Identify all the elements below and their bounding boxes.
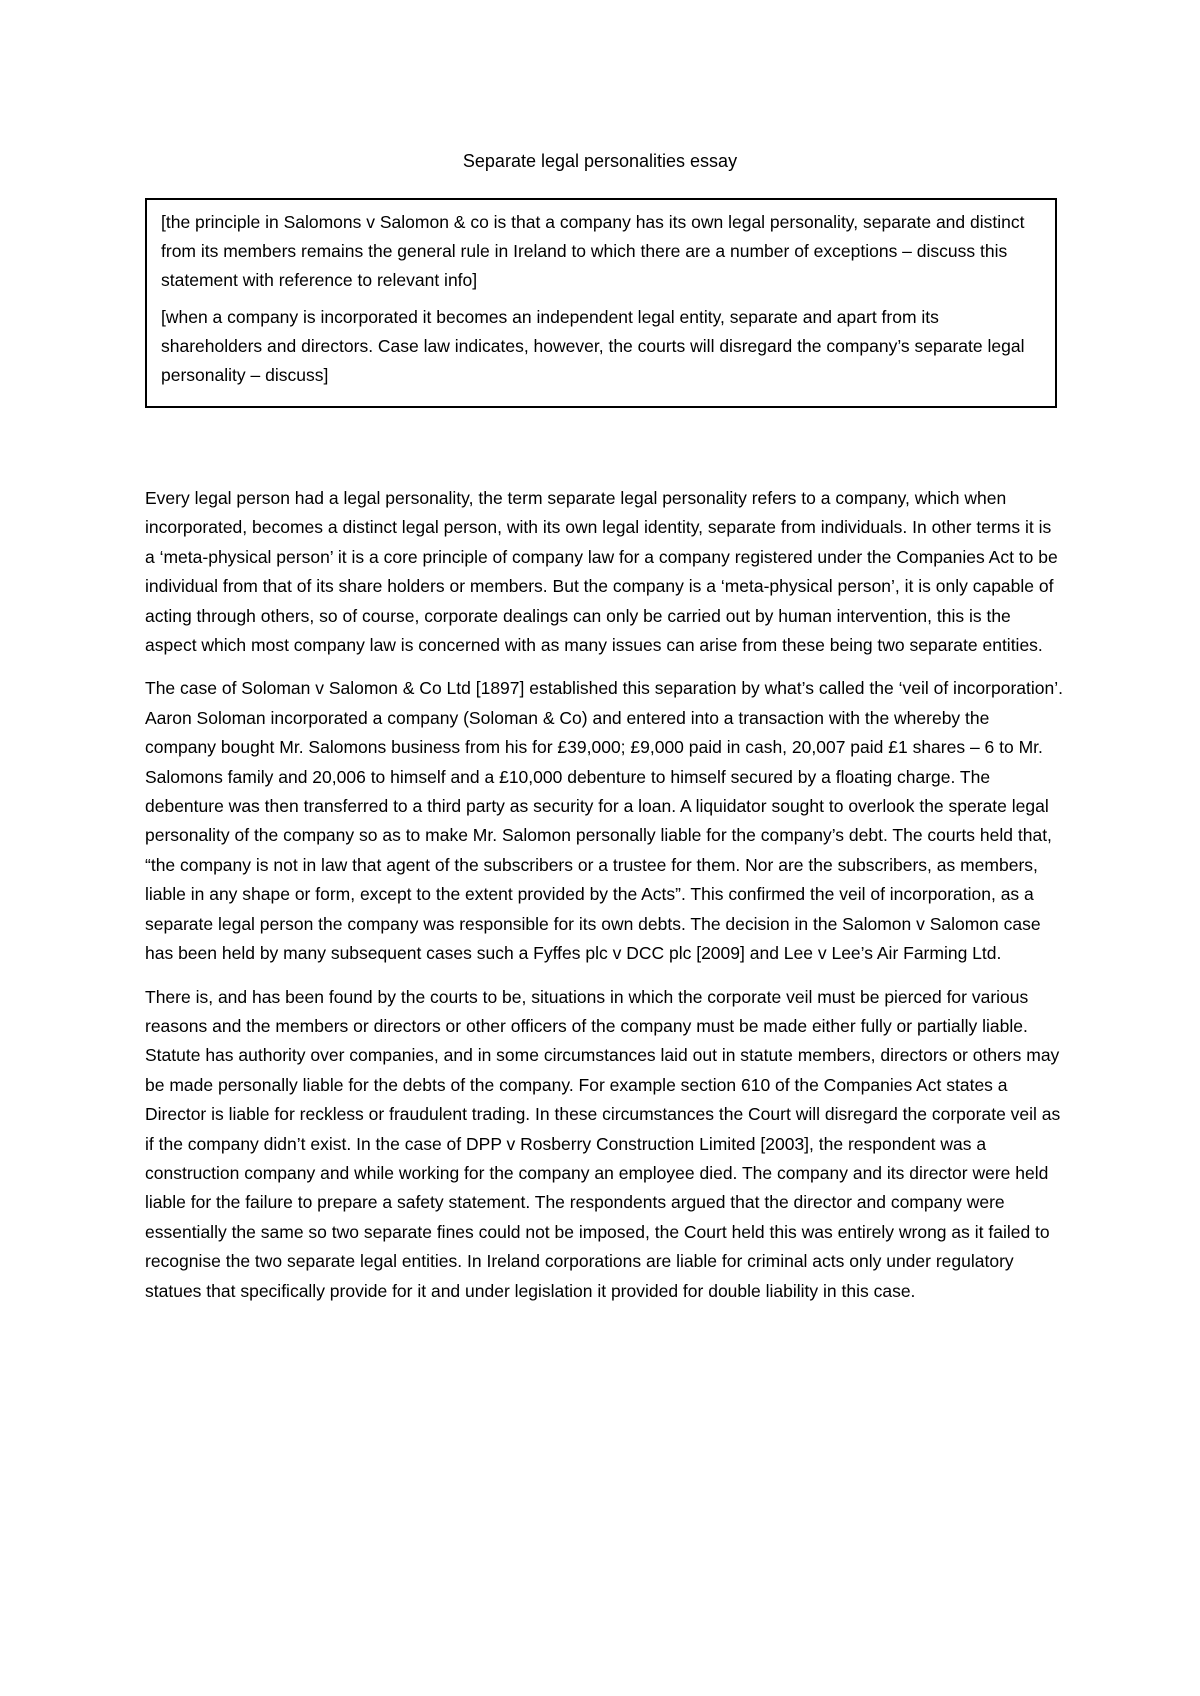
essay-paragraph: Every legal person had a legal personality, the term separate legal personality refers to a company, which when incorporated, becomes a distinct legal person, with its own legal identity, separate from individuals. In other terms it is a ‘meta-physical person’ it is a core principle of company law for a company registered under the Companies Act to be individual from that of its share holders or members. But the company is a ‘meta-physical person’, it is only capable of acting through others, so of course, corporate dealings can only be carried out by human intervention, this is the aspect which most company law is concerned with as many issues can arise from these being two separate entities.: [145, 488, 1058, 656]
essay-body: [145, 484, 1065, 1320]
document-title: Separate legal personalities essay: [462, 151, 738, 171]
essay-paragraph: The case of Soloman v Salomon & Co Ltd [1897] established this separation by what’s called the ‘veil of incorporation’. Aaron Soloman incorporated a company (Soloman & Co) and entered into a transaction with the whereby the company bought Mr. Salomons business from his for £39,000; £9,000 paid in cash, 20,007 paid £1 shares – 6 to Mr. Salomons family and 20,006 to himself and a £10,000 debenture to himself secured by a floating charge. The debenture was then transferred to a third party as security for a loan. A liquidator sought to overlook the sperate legal personality of the company so as to make Mr. Salomon personally liable for the company’s debt. The courts held that, “the company is not in law that agent of the subscribers or a trustee for them. Nor are the subscribers, as members, liable in any shape or form, except to the extent provided by the Acts”. This confirmed the veil of incorporation, as a separate legal person the company was responsible for its own debts. The decision in the Salomon v Salomon case has been held by many subsequent cases such a Fyffes plc v DCC plc [2009] and Lee v Lee’s Air Farming Ltd.: [145, 678, 1063, 964]
essay-prompt: [when a company is incorporated it becomes an independent legal entity, separate and apart from its shareholders and directors. Case law indicates, however, the courts will disregard the company’s separate legal personality – discuss]: [161, 307, 1025, 385]
essay-prompt-box: [145, 198, 1057, 408]
essay-paragraph: There is, and has been found by the courts to be, situations in which the corporate veil must be pierced for various reasons and the members or directors or other officers of the company must be made either fully or partially liable. Statute has authority over companies, and in some circumstances laid out in statute members, directors or others may be made personally liable for the debts of the company. For example section 610 of the Companies Act states a Director is liable for reckless or fraudulent trading. In these circumstances the Court will disregard the corporate veil as if the company didn’t exist. In the case of DPP v Rosberry Construction Limited [2003], the respondent was a construction company and while working for the company an employee died. The company and its director were held liable for the failure to prepare a safety statement. The respondents argued that the director and company were essentially the same so two separate fines could not be imposed, the Court held this was entirely wrong as it failed to recognise the two separate legal entities. In Ireland corporations are liable for criminal acts only under regulatory statues that specifically provide for it and under legislation it provided for double liability in this case.: [145, 986, 1061, 1301]
essay-prompt: [the principle in Salomons v Salomon & co is that a company has its own legal personality, separate and distinct from its members remains the general rule in Ireland to which there are a number of exceptions – discuss this statement with reference to relevant info]: [161, 212, 1025, 290]
